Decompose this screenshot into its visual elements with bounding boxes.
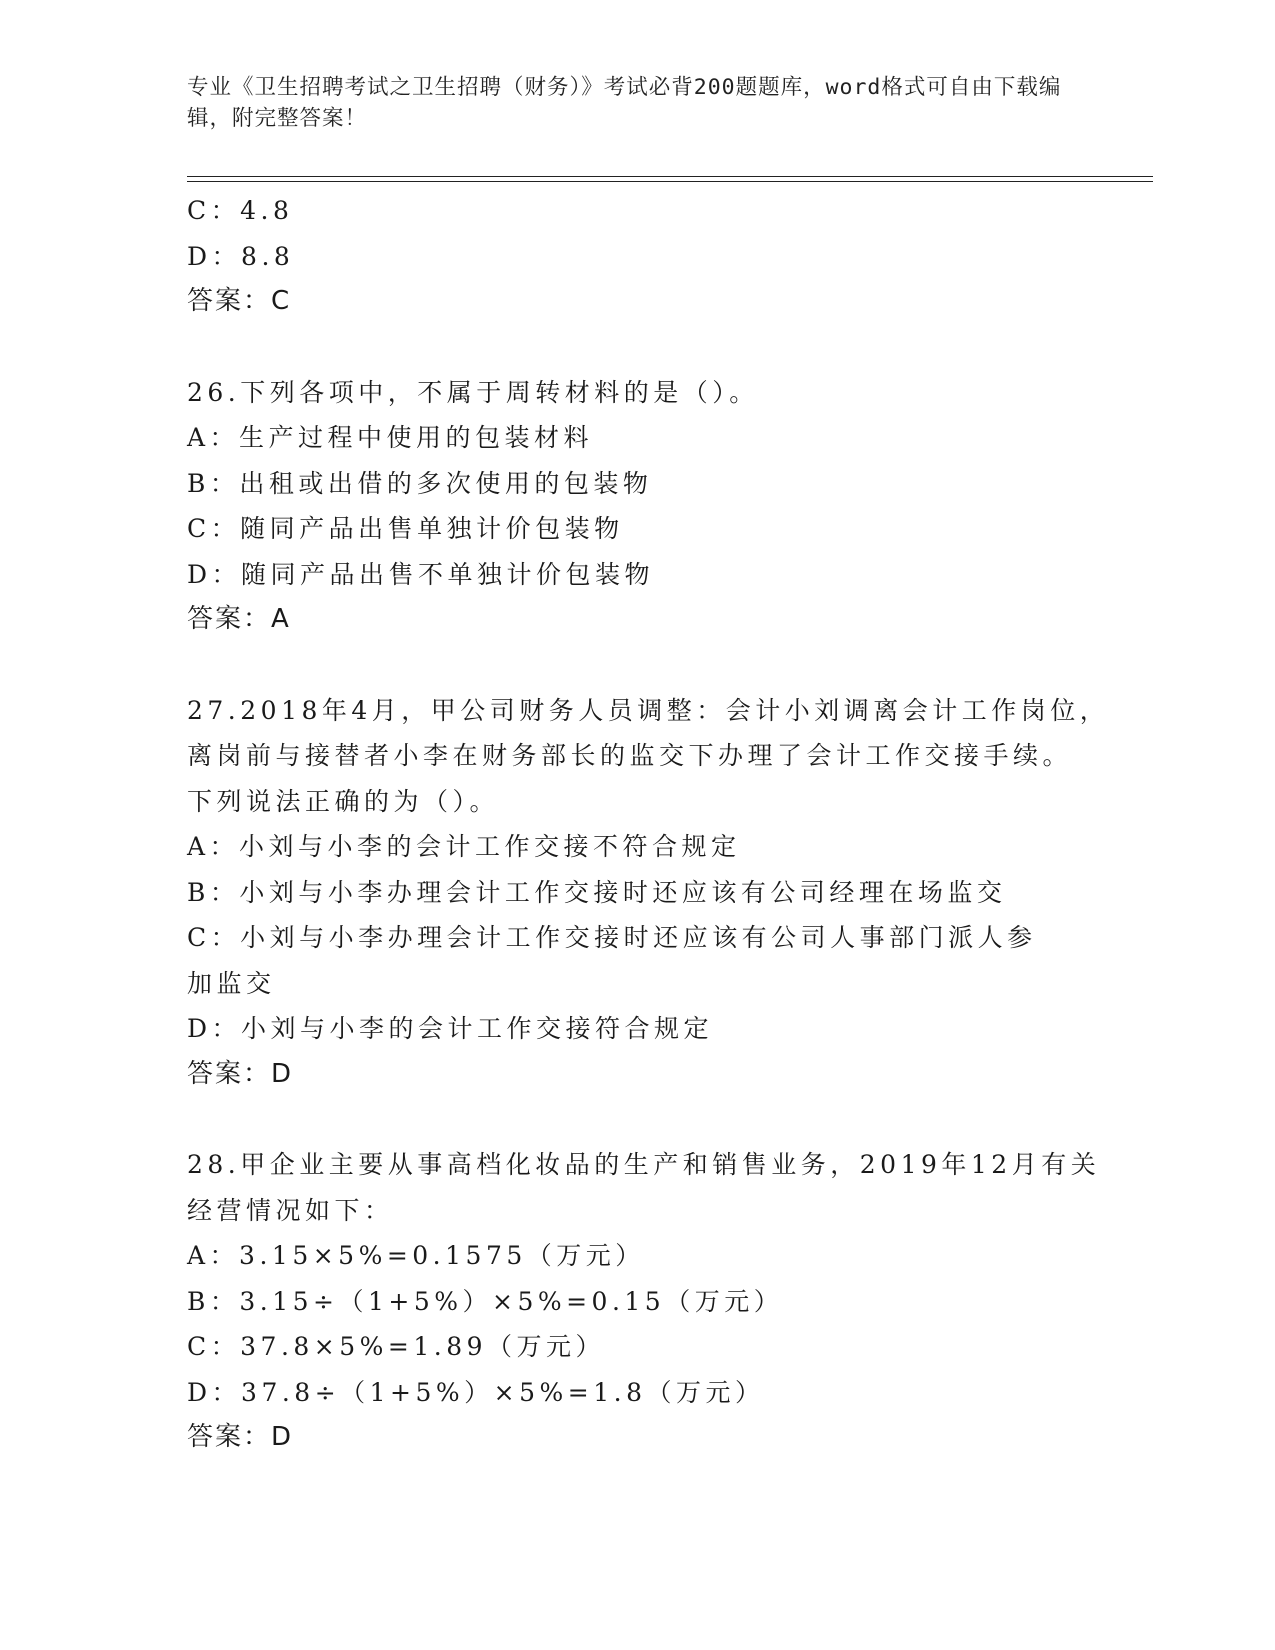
answer: 答案：D xyxy=(187,1058,294,1089)
question-stem-line: 经营情况如下： xyxy=(187,1195,394,1225)
document-header: 专业《卫生招聘考试之卫生招聘（财务）》考试必背200题题库，word格式可自由下载编辑，附完整答案！ xyxy=(187,75,1062,131)
option-b: B：3.15÷（1+5%）×5%=0.15（万元） xyxy=(187,1286,784,1316)
option-c: C：37.8×5%=1.89（万元） xyxy=(187,1332,606,1361)
option-d: D：随同产品出售不单独计价包装物 xyxy=(187,559,655,589)
option-c: C：小刘与小李办理会计工作交接时还应该有公司人事部门派人参加监交 xyxy=(187,923,1037,998)
option-b: B：出租或出借的多次使用的包装物 xyxy=(187,468,653,498)
answer: 答案：A xyxy=(187,604,291,634)
option-b: B：小刘与小李办理会计工作交接时还应该有公司经理在场监交 xyxy=(187,877,1007,907)
question-stem-line: 28.甲企业主要从事高档化妆品的生产和销售业务，2019年12月有关 xyxy=(187,1150,1101,1179)
option-a: A：3.15×5%=0.1575（万元） xyxy=(187,1241,645,1270)
question-stem-line: 离岗前与接替者小李在财务部长的监交下办理了会计工作交接手续。 xyxy=(187,741,1073,770)
option-d: D：8.8 xyxy=(187,241,295,271)
prev-question xyxy=(187,188,1087,325)
question-27 xyxy=(187,688,1110,1098)
question-stem-line: 27.2018年4月，甲公司财务人员调整：会计小刘调离会计工作岗位， xyxy=(187,695,1110,725)
answer: 答案：C xyxy=(187,286,292,316)
header-rule-top xyxy=(187,176,1153,177)
question-28 xyxy=(187,1142,1101,1461)
answer: 答案：D xyxy=(187,1422,294,1452)
option-a: A：生产过程中使用的包装材料 xyxy=(187,423,594,452)
option-c: C：4.8 xyxy=(187,196,294,225)
question-list xyxy=(187,188,1110,1461)
option-c: C：随同产品出售单独计价包装物 xyxy=(187,514,624,543)
question-26 xyxy=(187,370,1087,643)
option-a: A：小刘与小李的会计工作交接不符合规定 xyxy=(187,832,741,861)
question-stem: 26.下列各项中，不属于周转材料的是（）。 xyxy=(187,377,759,407)
question-stem-line: 下列说法正确的为（）。 xyxy=(187,786,500,816)
option-d: D：小刘与小李的会计工作交接符合规定 xyxy=(187,1014,714,1043)
header-rule-bottom xyxy=(187,181,1153,182)
option-d: D：37.8÷（1+5%）×5%=1.8（万元） xyxy=(187,1377,765,1407)
